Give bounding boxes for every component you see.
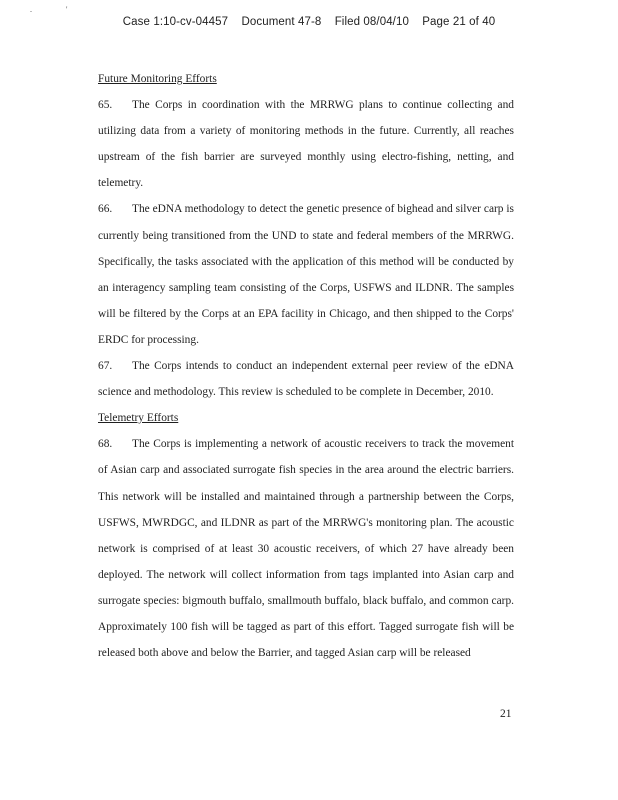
header-case-number: Case 1:10-cv-04457 <box>122 16 229 28</box>
scan-mark-left: . <box>30 5 32 14</box>
paragraph-text: The Corps in coordination with the MRRWG plans to continue collecting and utilizing data from a variety of monitoring methods in the future. Currently, all reaches upstream of the fish barrier are surveyed monthly using electro-fishing, netting, and telemetry. <box>98 99 514 190</box>
scan-mark-right: ' <box>66 5 68 14</box>
header-document-number: Document 47-8 <box>241 16 322 28</box>
paragraph-68 <box>98 431 514 666</box>
paragraph-number: 66. <box>98 203 113 216</box>
paragraph-65 <box>98 92 514 196</box>
paragraph-number: 68. <box>98 438 113 451</box>
paragraph-number: 65. <box>98 99 113 112</box>
page-number: 21 <box>500 708 512 720</box>
document-body <box>98 66 514 666</box>
paragraph-text: The Corps is implementing a network of acoustic receivers to track the movement of Asian carp and associated surrogate fish species in the area around the electric barriers. This network will be installed and maintained through a partnership between the Corps, USFWS, MWRDGC, and ILDNR as part of the MRRWG's monitoring plan. The acoustic network is comprised of at least 30 acoustic receivers, of which 27 have already been deployed. The network will collect information from tags implanted into Asian carp and surrogate species: bigmouth buffalo, smallmouth buffalo, black buffalo, and common carp. Approximately 100 fish will be tagged as part of this effort. Tagged surrogate fish will be released both above and below the Barrier, and tagged Asian carp will be released <box>98 438 514 660</box>
paragraph-text: The Corps intends to conduct an independent external peer review of the eDNA science and methodology. This review is scheduled to be complete in December, 2010. <box>98 360 514 399</box>
paragraph-66 <box>98 196 514 353</box>
section-heading-telemetry: Telemetry Efforts <box>98 412 179 425</box>
paragraph-text: The eDNA methodology to detect the genetic presence of bighead and silver carp is currently being transitioned from the UND to state and federal members of the MRRWG. Specifically, the tasks associated with the application of this method will be conducted by an interagency sampling team consisting of the Corps, USFWS and ILDNR. The samples will be filtered by the Corps at an EPA facility in Chicago, and then shipped to the Corps' ERDC for processing. <box>98 203 514 346</box>
header-filed-date: Filed 08/04/10 <box>334 16 409 28</box>
paragraph-number: 67. <box>98 360 113 373</box>
case-header <box>0 16 618 28</box>
paragraph-67 <box>98 353 514 405</box>
section-heading-future-monitoring: Future Monitoring Efforts <box>98 73 217 85</box>
header-page-count: Page 21 of 40 <box>422 16 496 28</box>
